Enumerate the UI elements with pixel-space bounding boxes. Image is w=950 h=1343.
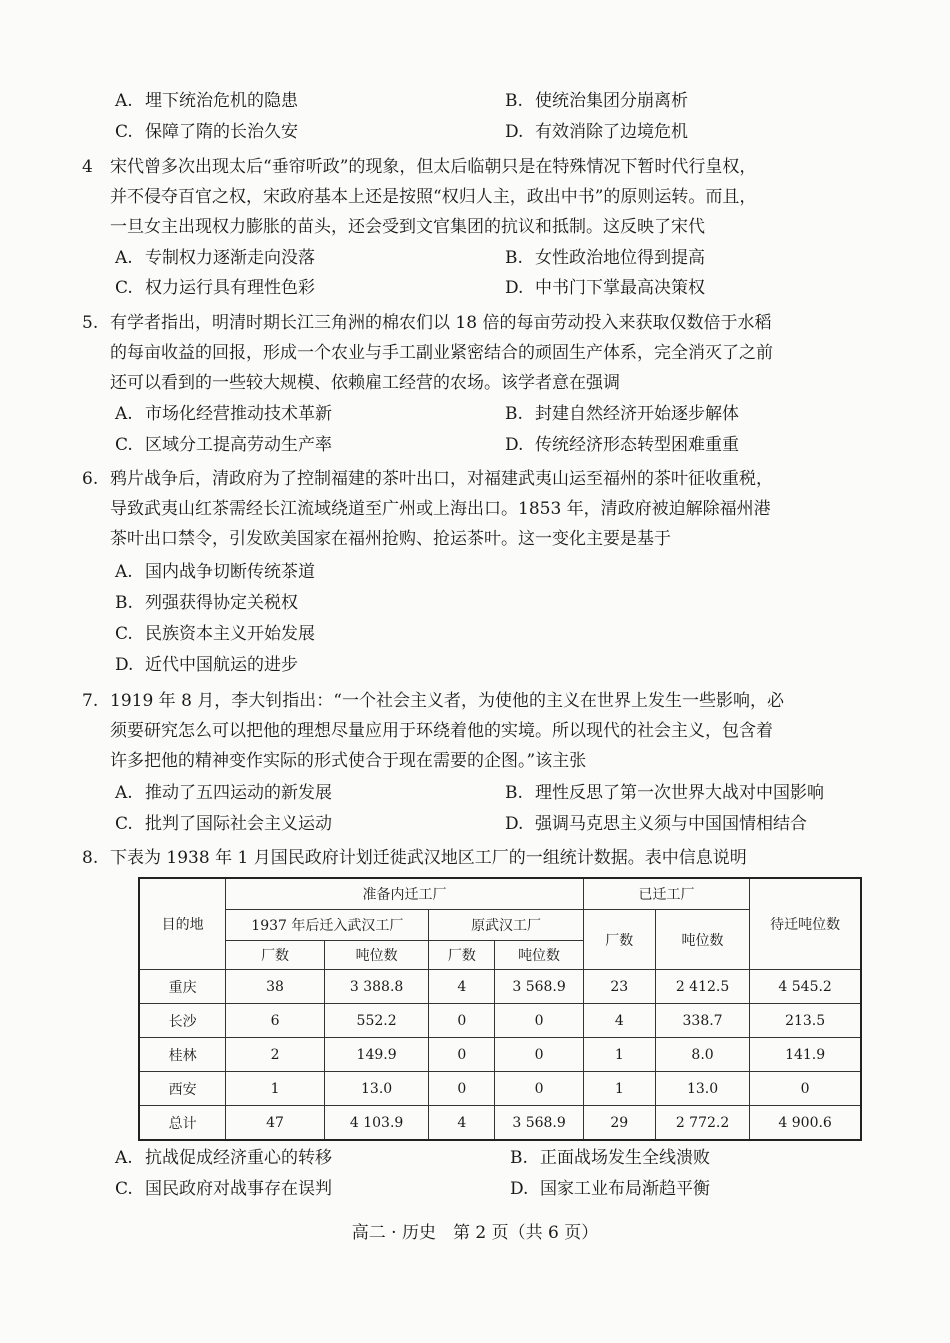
cell-destination: 长沙 — [139, 1004, 226, 1038]
cell: 1 — [583, 1072, 655, 1106]
question-7-line-3: 许多把他的精神变作实际的形式使合于现在需要的企图。”该主张 — [110, 751, 587, 771]
question-6-number: 6. — [82, 469, 99, 489]
cell: 4 900.6 — [750, 1106, 861, 1141]
q3-option-a[interactable]: A. 埋下统治危机的隐患 — [115, 91, 298, 111]
q6-option-d[interactable]: D. 近代中国航运的进步 — [115, 655, 298, 675]
factory-relocation-table — [138, 877, 862, 1141]
q3-options-row-2 — [0, 117, 950, 147]
q4-option-a[interactable]: A. 专制权力逐渐走向没落 — [115, 248, 315, 268]
q3-options-row-1 — [0, 86, 950, 116]
question-6-line-2: 导致武夷山红茶需经长江流域绕道至广州或上海出口。1853 年，清政府被迫解除福州港 — [110, 499, 771, 519]
cell: 47 — [226, 1106, 325, 1141]
cell-destination: 总计 — [139, 1106, 226, 1141]
header-destination: 目的地 — [139, 878, 226, 970]
table-row — [139, 1038, 861, 1072]
cell: 3 388.8 — [324, 970, 429, 1004]
cell: 0 — [429, 1038, 495, 1072]
q6-option-d-row — [0, 650, 950, 680]
q4-option-d[interactable]: D. 中书门下掌最高决策权 — [505, 278, 705, 298]
question-7-number: 7. — [82, 691, 99, 711]
table-row — [139, 1072, 861, 1106]
page-footer: 高二 · 历史 第 2 页（共 6 页） — [351, 1223, 599, 1243]
question-5 — [82, 308, 882, 398]
q5-option-a[interactable]: A. 市场化经营推动技术革新 — [115, 404, 332, 424]
cell: 4 — [583, 1004, 655, 1038]
cell: 552.2 — [324, 1004, 429, 1038]
question-4-number: 4 — [82, 157, 93, 177]
question-4-line-2: 并不侵夺百官之权，宋政府基本上还是按照“权归人主，政出中书”的原则运转。而且， — [110, 187, 757, 207]
cell: 0 — [429, 1004, 495, 1038]
q5-option-d[interactable]: D. 传统经济形态转型困难重重 — [505, 435, 739, 455]
q4-options-row-1 — [0, 243, 950, 273]
cell-destination: 西安 — [139, 1072, 226, 1106]
question-5-line-2: 的每亩收益的回报，形成一个农业与手工副业紧密结合的顽固生产体系，完全消灭了之前 — [110, 343, 773, 363]
cell: 0 — [495, 1038, 583, 1072]
table-row — [139, 1004, 861, 1038]
q6-option-a[interactable]: A. 国内战争切断传统茶道 — [115, 562, 315, 582]
cell-destination: 桂林 — [139, 1038, 226, 1072]
q6-option-b[interactable]: B. 列强获得协定关税权 — [115, 593, 298, 613]
q6-option-a-row — [0, 557, 950, 587]
q5-option-b[interactable]: B. 封建自然经济开始逐步解体 — [505, 404, 739, 424]
q5-option-c[interactable]: C. 区域分工提高劳动生产率 — [115, 435, 332, 455]
question-5-number: 5. — [82, 313, 99, 333]
header-after-1937: 1937 年后迁入武汉工厂 — [226, 910, 429, 941]
q4-option-b[interactable]: B. 女性政治地位得到提高 — [505, 248, 705, 268]
q5-options-row-1 — [0, 399, 950, 429]
header-after-count: 厂数 — [226, 941, 325, 970]
table-row — [139, 1106, 861, 1141]
cell: 0 — [750, 1072, 861, 1106]
cell: 2 772.2 — [655, 1106, 749, 1141]
cell: 13.0 — [655, 1072, 749, 1106]
q8-options-row-2 — [0, 1174, 950, 1204]
question-5-line-1: 5. 有学者指出，明清时期长江三角洲的棉农们以 18 倍的每亩劳动投入来获取仅数倍于水稻 — [82, 308, 882, 338]
question-8 — [82, 843, 882, 873]
header-moved-factories: 已迁工厂 — [583, 878, 750, 910]
header-moved-count: 厂数 — [583, 910, 655, 970]
question-6 — [82, 464, 882, 554]
header-planned-factories: 准备内迁工厂 — [226, 878, 583, 910]
q3-option-c[interactable]: C. 保障了隋的长治久安 — [115, 122, 298, 142]
q8-option-d[interactable]: D. 国家工业布局渐趋平衡 — [510, 1179, 710, 1199]
q8-option-b[interactable]: B. 正面战场发生全线溃败 — [510, 1148, 710, 1168]
q5-options-row-2 — [0, 430, 950, 460]
q4-options-row-2 — [0, 273, 950, 303]
cell: 213.5 — [750, 1004, 861, 1038]
q7-options-row-1 — [0, 778, 950, 808]
cell: 141.9 — [750, 1038, 861, 1072]
cell: 13.0 — [324, 1072, 429, 1106]
question-4-line-3: 一旦女主出现权力膨胀的苗头，还会受到文官集团的抗议和抵制。这反映了宋代 — [110, 217, 705, 237]
cell: 338.7 — [655, 1004, 749, 1038]
cell: 1 — [226, 1072, 325, 1106]
cell: 0 — [495, 1072, 583, 1106]
header-original-count: 厂数 — [429, 941, 495, 970]
cell: 6 — [226, 1004, 325, 1038]
cell: 3 568.9 — [495, 970, 583, 1004]
question-4-line-1: 4 宋代曾多次出现太后“垂帘听政”的现象，但太后临朝只是在特殊情况下暂时代行皇权， — [82, 152, 882, 182]
header-original-wuhan: 原武汉工厂 — [429, 910, 583, 941]
cell: 23 — [583, 970, 655, 1004]
question-5-line-3: 还可以看到的一些较大规模、依赖雇工经营的农场。该学者意在强调 — [110, 373, 620, 393]
q8-option-a[interactable]: A. 抗战促成经济重心的转移 — [115, 1148, 332, 1168]
q3-option-b[interactable]: B. 使统治集团分崩离析 — [505, 91, 688, 111]
cell: 1 — [583, 1038, 655, 1072]
cell: 0 — [495, 1004, 583, 1038]
cell: 3 568.9 — [495, 1106, 583, 1141]
cell: 29 — [583, 1106, 655, 1141]
question-7-line-1: 7. 1919 年 8 月，李大钊指出：“一个社会主义者，为使他的主义在世界上发生一些影响，必 — [82, 686, 882, 716]
header-pending-tons: 待迁吨位数 — [750, 878, 861, 970]
cell: 0 — [429, 1072, 495, 1106]
cell: 2 412.5 — [655, 970, 749, 1004]
cell: 8.0 — [655, 1038, 749, 1072]
header-moved-tons: 吨位数 — [655, 910, 749, 970]
q8-option-c[interactable]: C. 国民政府对战事存在误判 — [115, 1179, 332, 1199]
question-6-line-3: 茶叶出口禁令，引发欧美国家在福州抢购、抢运茶叶。这一变化主要是基于 — [110, 529, 671, 549]
q7-option-b[interactable]: B. 理性反思了第一次世界大战对中国影响 — [505, 783, 824, 803]
table-row — [139, 970, 861, 1004]
q3-option-d[interactable]: D. 有效消除了边境危机 — [505, 122, 688, 142]
q7-option-d[interactable]: D. 强调马克思主义须与中国国情相结合 — [505, 814, 807, 834]
question-7-line-2: 须要研究怎么可以把他的理想尽量应用于环绕着他的实境。所以现代的社会主义，包含着 — [110, 721, 773, 741]
question-8-number: 8. — [82, 848, 99, 868]
cell: 4 103.9 — [324, 1106, 429, 1141]
cell: 38 — [226, 970, 325, 1004]
cell: 4 545.2 — [750, 970, 861, 1004]
q6-option-c[interactable]: C. 民族资本主义开始发展 — [115, 624, 315, 644]
q8-options-row-1 — [0, 1143, 950, 1173]
q7-option-c[interactable]: C. 批判了国际社会主义运动 — [115, 814, 332, 834]
q7-options-row-2 — [0, 809, 950, 839]
question-7 — [82, 686, 882, 776]
q6-option-c-row — [0, 619, 950, 649]
cell: 149.9 — [324, 1038, 429, 1072]
question-8-line-1: 8. 下表为 1938 年 1 月国民政府计划迁徙武汉地区工厂的一组统计数据。表中信息说明 — [82, 843, 882, 873]
table-header-row-1 — [139, 878, 861, 910]
cell: 2 — [226, 1038, 325, 1072]
header-after-tons: 吨位数 — [324, 941, 429, 970]
q4-option-c[interactable]: C. 权力运行具有理性色彩 — [115, 278, 315, 298]
question-4 — [82, 152, 882, 242]
header-original-tons: 吨位数 — [495, 941, 583, 970]
cell: 4 — [429, 1106, 495, 1141]
cell-destination: 重庆 — [139, 970, 226, 1004]
q7-option-a[interactable]: A. 推动了五四运动的新发展 — [115, 783, 332, 803]
question-6-line-1: 6. 鸦片战争后，清政府为了控制福建的茶叶出口，对福建武夷山运至福州的茶叶征收重税， — [82, 464, 882, 494]
q6-option-b-row — [0, 588, 950, 618]
cell: 4 — [429, 970, 495, 1004]
